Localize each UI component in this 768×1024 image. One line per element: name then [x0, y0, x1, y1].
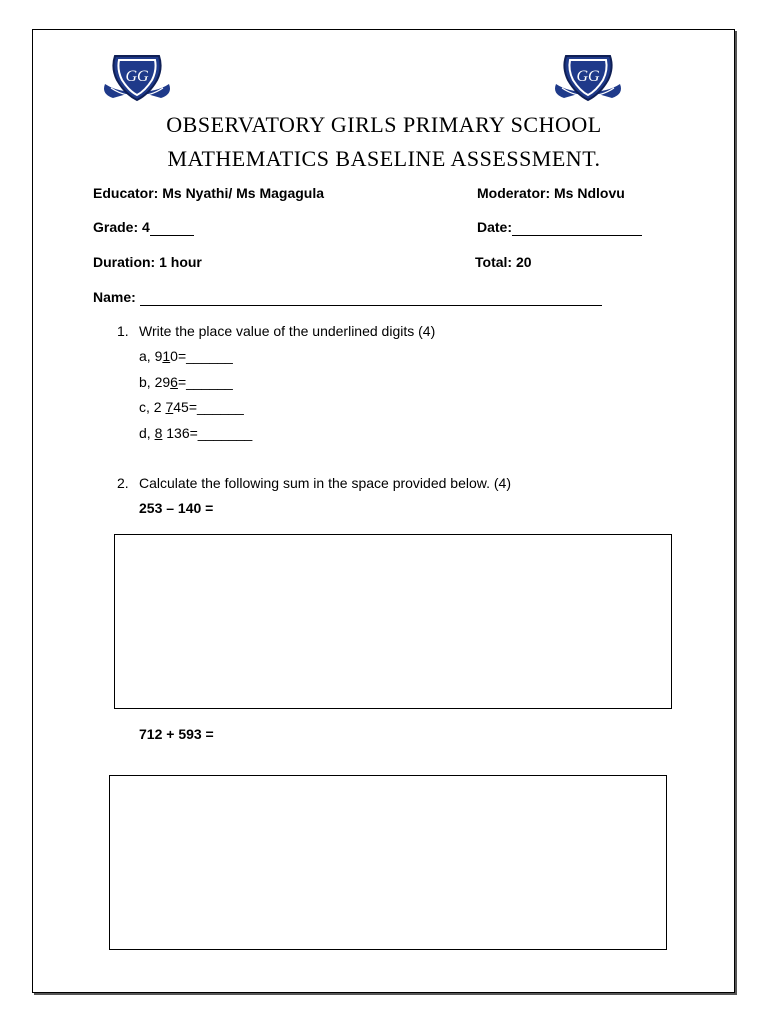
answer-box-1[interactable] [114, 534, 672, 709]
underlined-digit: 1 [162, 348, 171, 364]
moderator-label: Moderator: Ms Ndlovu [477, 185, 625, 201]
question-1-text: Write the place value of the underlined digits (4) [139, 323, 436, 339]
question-2 [117, 475, 511, 491]
date-blank-line[interactable] [512, 219, 642, 236]
educator-label: Educator: Ms Nyathi/ Ms Magagula [93, 185, 325, 201]
answer-box-2[interactable] [109, 775, 667, 950]
question-1-number: 1. [117, 323, 129, 339]
question-1-item-a: a, 910=______ [139, 348, 233, 364]
sum-2-equation: 712 + 593 = [139, 726, 214, 742]
name-blank-line[interactable] [140, 289, 602, 306]
question-1-item-d: d, 8 136=_______ [139, 425, 253, 441]
school-title: OBSERVATORY GIRLS PRIMARY SCHOOL [166, 112, 602, 137]
svg-text:GG: GG [125, 68, 149, 85]
grade-blank-line[interactable] [150, 219, 194, 236]
svg-text:GG: GG [576, 68, 600, 85]
question-2-number: 2. [117, 475, 129, 491]
question-1-item-b: b, 296=______ [139, 374, 233, 390]
name-label: Name: [93, 289, 136, 305]
school-crest-logo [548, 50, 628, 110]
question-2-text: Calculate the following sum in the space provided below. (4) [139, 475, 511, 491]
grade-field[interactable] [93, 219, 194, 236]
total-label: Total: 20 [475, 254, 532, 270]
sum-1-equation: 253 – 140 = [139, 500, 214, 516]
underlined-digit: 6 [170, 374, 178, 390]
date-field[interactable] [477, 219, 642, 236]
underlined-digit: 8 [154, 425, 163, 441]
duration-label: Duration: 1 hour [93, 254, 202, 270]
name-field[interactable] [93, 289, 602, 306]
question-1-item-c: c, 2 745=______ [139, 399, 244, 415]
underlined-digit: 7 [165, 399, 174, 415]
date-label: Date: [477, 219, 513, 235]
school-crest-logo [97, 50, 177, 110]
question-1 [117, 323, 435, 339]
grade-label: Grade: 4 [93, 219, 150, 235]
assessment-title: MATHEMATICS BASELINE ASSESSMENT. [167, 146, 601, 171]
